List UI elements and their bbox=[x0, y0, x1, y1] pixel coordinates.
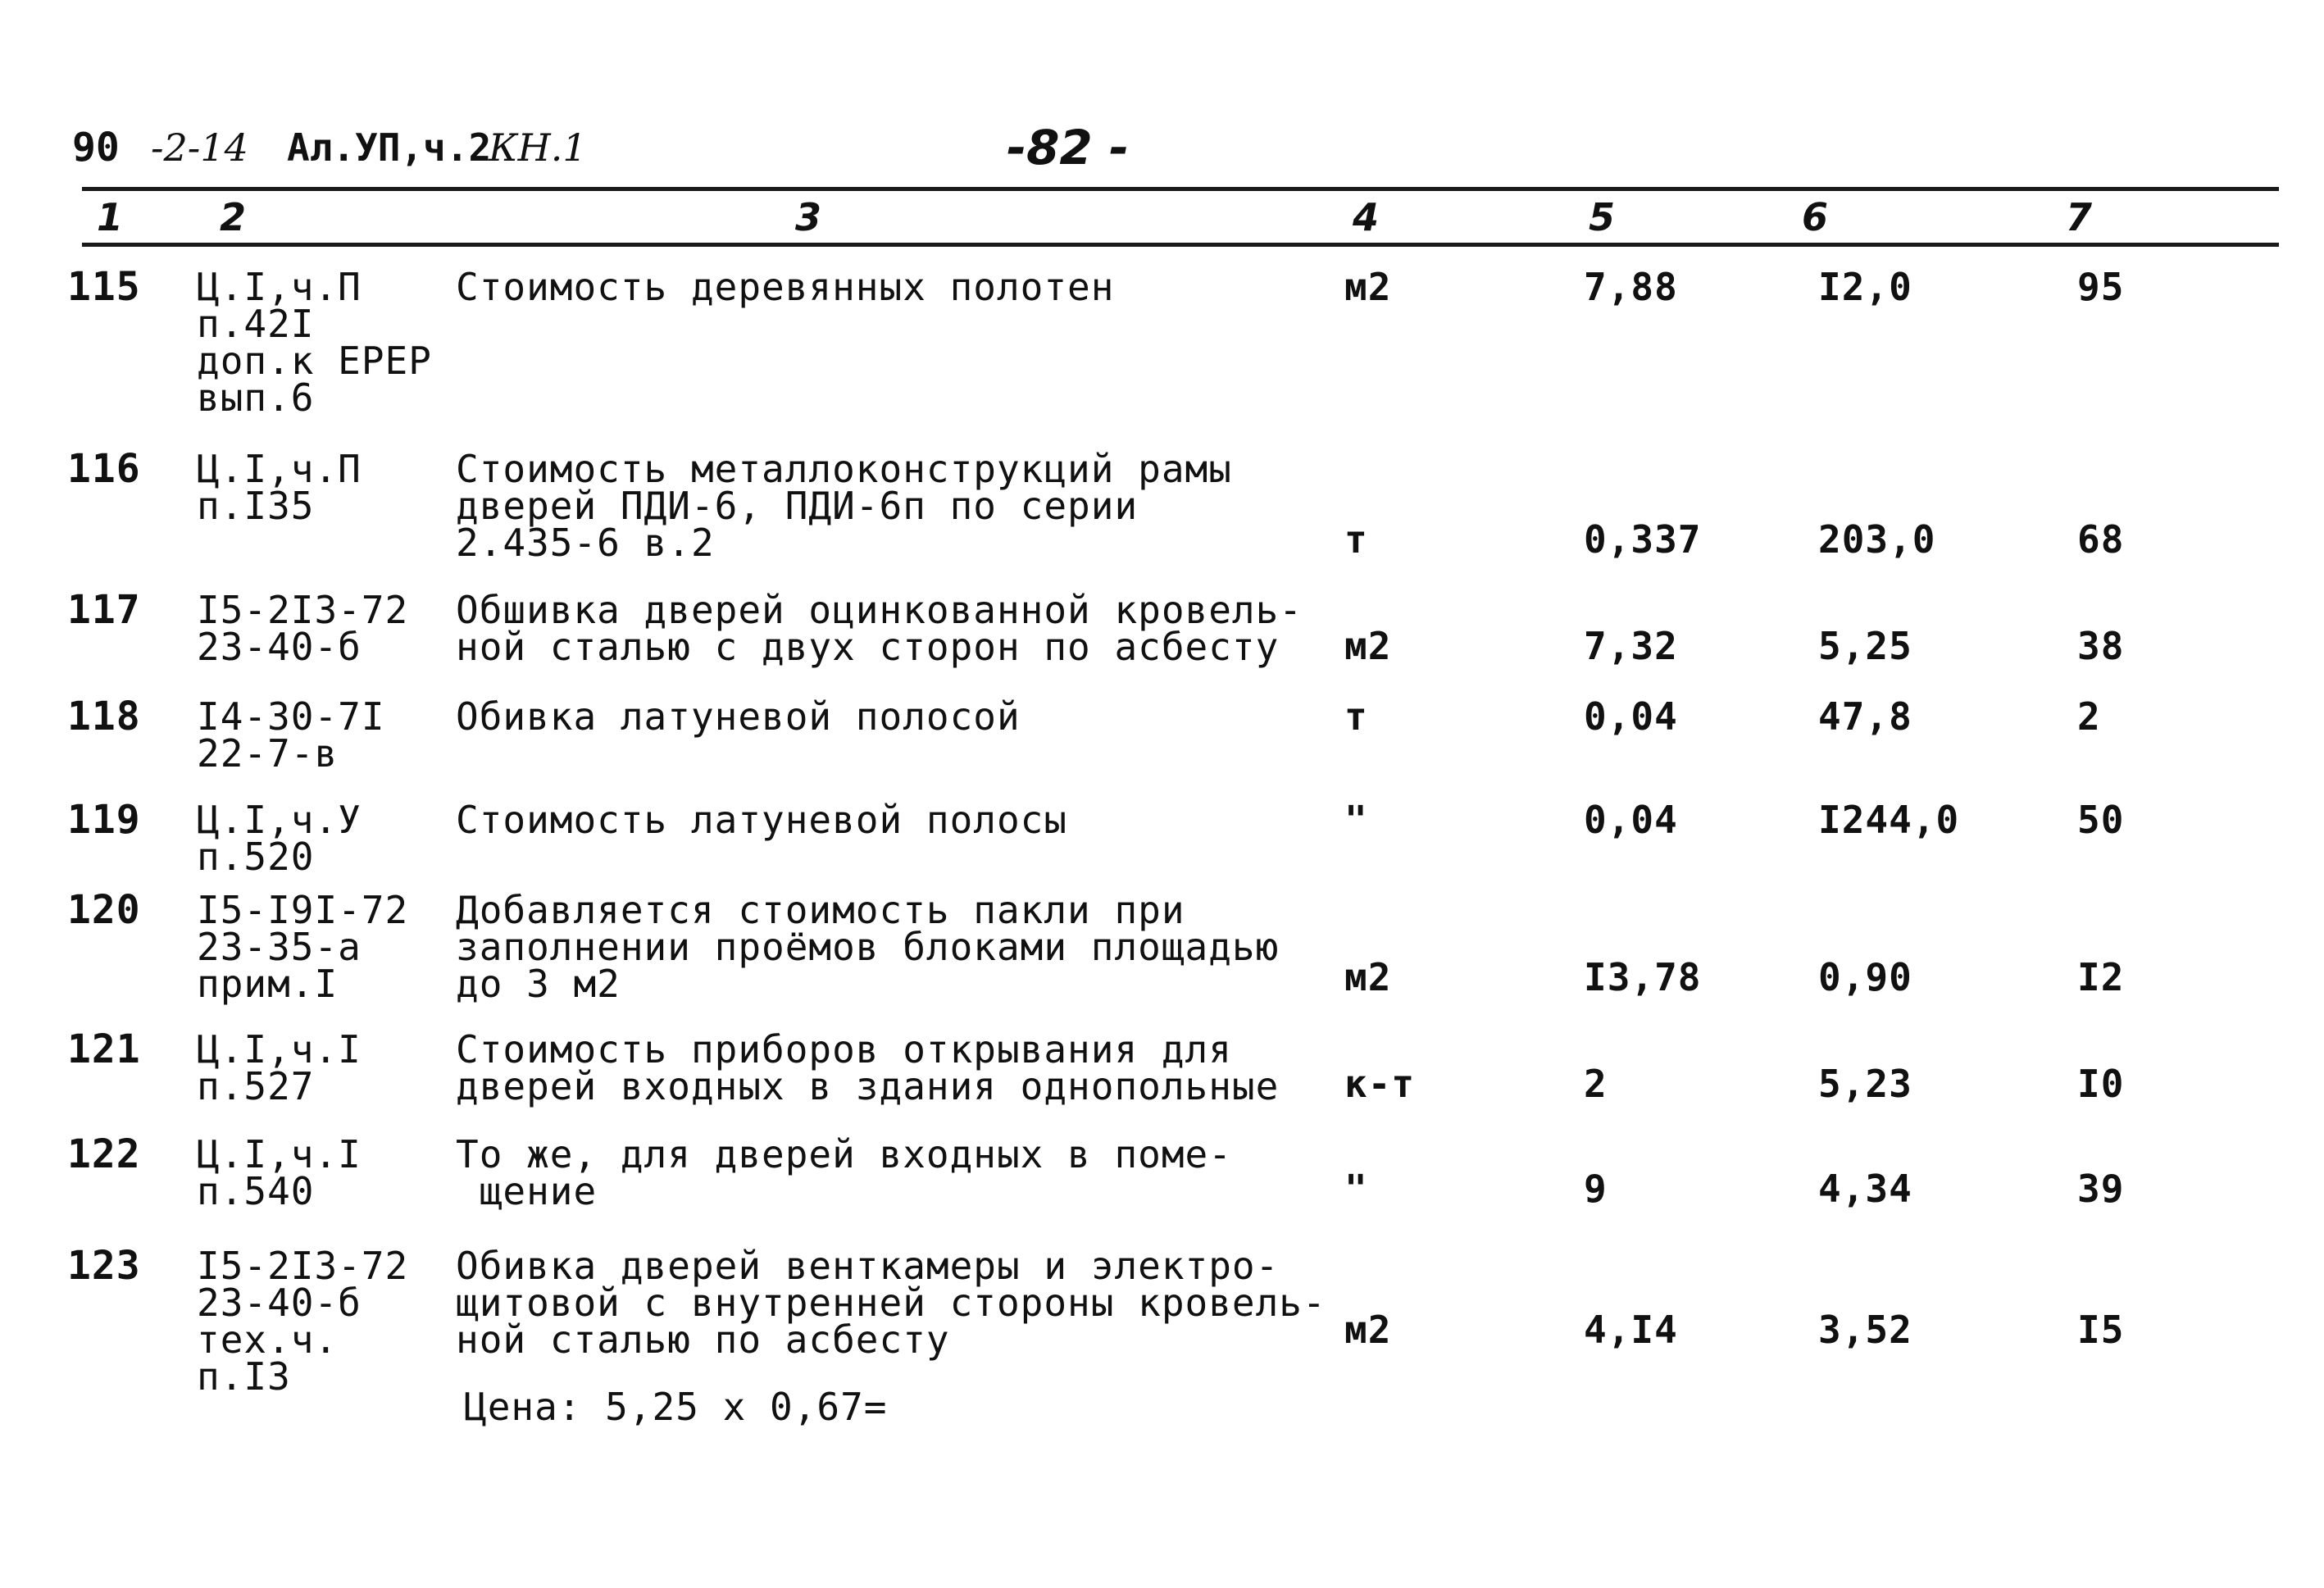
row-115-quantity: 7,88 bbox=[1584, 265, 1678, 309]
table-header-rule bbox=[82, 243, 2279, 247]
row-119-reference: Ц.I,ч.У п.520 bbox=[197, 798, 362, 879]
row-117-quantity: 7,32 bbox=[1584, 624, 1678, 668]
page-number: -82 - bbox=[1007, 120, 1130, 175]
row-120-unit-price: 0,90 bbox=[1818, 955, 1912, 999]
row-115-description: Стоимость деревянных полотен bbox=[456, 265, 1115, 309]
row-119-quantity: 0,04 bbox=[1584, 798, 1678, 842]
row-122-reference: Ц.I,ч.I п.540 bbox=[197, 1132, 362, 1213]
row-118-quantity: 0,04 bbox=[1584, 694, 1678, 739]
row-116-number: 116 bbox=[67, 446, 141, 492]
row-118-unit-price: 47,8 bbox=[1818, 694, 1912, 739]
row-123-number: 123 bbox=[67, 1243, 141, 1289]
row-121-unit-price: 5,23 bbox=[1818, 1062, 1912, 1106]
row-123-quantity: 4,I4 bbox=[1584, 1308, 1678, 1352]
row-122-unit: " bbox=[1344, 1167, 1368, 1211]
row-119-unit-price: I244,0 bbox=[1818, 798, 1960, 842]
column-number-7: 7 bbox=[2066, 195, 2093, 239]
row-115-unit: м2 bbox=[1344, 265, 1392, 309]
row-122-quantity: 9 bbox=[1584, 1167, 1608, 1211]
row-117-reference: I5-2I3-72 23-40-б bbox=[197, 588, 409, 669]
row-117-unit: м2 bbox=[1344, 624, 1392, 668]
row-121-quantity: 2 bbox=[1584, 1062, 1608, 1106]
row-121-unit: к-т bbox=[1344, 1062, 1416, 1106]
row-118-total: 2 bbox=[2077, 694, 2101, 739]
row-123-unit-price: 3,52 bbox=[1818, 1308, 1912, 1352]
row-117-number: 117 bbox=[67, 587, 141, 633]
row-118-reference: I4-30-7I 22-7-в bbox=[197, 694, 385, 776]
row-123-reference: I5-2I3-72 23-40-б тех.ч. п.I3 bbox=[197, 1244, 409, 1399]
column-number-3: 3 bbox=[795, 195, 822, 239]
row-118-number: 118 bbox=[67, 694, 141, 739]
row-116-description: Стоимость металлоконструкций рамы дверей ПДИ-6, ПДИ-6п по серии 2.435-6 в.2 bbox=[456, 447, 1232, 565]
row-120-description: Добавляется стоимость пакли при заполнении проёмов блоками площадью до 3 м2 bbox=[456, 888, 1280, 1006]
row-117-total: 38 bbox=[2077, 624, 2125, 668]
document-code-handwritten: -2-14 bbox=[151, 125, 248, 170]
row-120-quantity: I3,78 bbox=[1584, 955, 1702, 999]
row-121-total: I0 bbox=[2077, 1062, 2125, 1106]
column-number-2: 2 bbox=[220, 195, 247, 239]
row-118-description: Обивка латуневой полосой bbox=[456, 694, 1021, 739]
row-115-total: 95 bbox=[2077, 265, 2125, 309]
row-115-number: 115 bbox=[67, 264, 141, 310]
row-116-reference: Ц.I,ч.П п.I35 bbox=[197, 447, 362, 528]
row-123-unit: м2 bbox=[1344, 1308, 1392, 1352]
row-115-unit-price: I2,0 bbox=[1818, 265, 1912, 309]
row-116-unit: т bbox=[1344, 517, 1368, 562]
row-120-reference: I5-I9I-72 23-35-а прим.I bbox=[197, 888, 409, 1006]
row-119-description: Стоимость латуневой полосы bbox=[456, 798, 1068, 842]
row-122-total: 39 bbox=[2077, 1167, 2125, 1211]
row-115-reference: Ц.I,ч.П п.42I доп.к ЕРЕР вып.6 bbox=[197, 265, 432, 420]
column-number-4: 4 bbox=[1353, 195, 1380, 239]
row-117-description: Обшивка дверей оцинкованной кровель- ной сталью с двух сторон по асбесту bbox=[456, 588, 1303, 669]
row-119-unit: " bbox=[1344, 798, 1368, 842]
table-top-rule bbox=[82, 187, 2279, 191]
row-122-description: То же, для дверей входных в поме- щение bbox=[456, 1132, 1232, 1213]
column-number-1: 1 bbox=[97, 195, 124, 239]
column-number-6: 6 bbox=[1802, 195, 1829, 239]
row-123-total: I5 bbox=[2077, 1308, 2125, 1352]
row-117-unit-price: 5,25 bbox=[1818, 624, 1912, 668]
row-122-number: 122 bbox=[67, 1131, 141, 1177]
row-122-unit-price: 4,34 bbox=[1818, 1167, 1912, 1211]
row-120-unit: м2 bbox=[1344, 955, 1392, 999]
row-116-quantity: 0,337 bbox=[1584, 517, 1702, 562]
row-120-number: 120 bbox=[67, 887, 141, 933]
price-calculation-note: Цена: 5,25 х 0,67= bbox=[464, 1385, 888, 1429]
row-123-description: Обивка дверей венткамеры и электро- щитовой с внутренней стороны кровель- ной сталью по асбесту bbox=[456, 1244, 1326, 1362]
row-121-description: Стоимость приборов открывания для дверей входных в здания однопольные bbox=[456, 1027, 1280, 1108]
row-118-unit: т bbox=[1344, 694, 1368, 739]
row-119-total: 50 bbox=[2077, 798, 2125, 842]
row-121-number: 121 bbox=[67, 1026, 141, 1072]
row-116-total: 68 bbox=[2077, 517, 2125, 562]
column-number-5: 5 bbox=[1589, 195, 1616, 239]
row-119-number: 119 bbox=[67, 797, 141, 843]
row-120-total: I2 bbox=[2077, 955, 2125, 999]
album-reference: Ал.УП,ч.2 bbox=[287, 125, 492, 170]
row-116-unit-price: 203,0 bbox=[1818, 517, 1936, 562]
book-reference-handwritten: КН.1 bbox=[489, 125, 587, 170]
document-code: 90 bbox=[72, 125, 120, 171]
row-121-reference: Ц.I,ч.I п.527 bbox=[197, 1027, 362, 1108]
